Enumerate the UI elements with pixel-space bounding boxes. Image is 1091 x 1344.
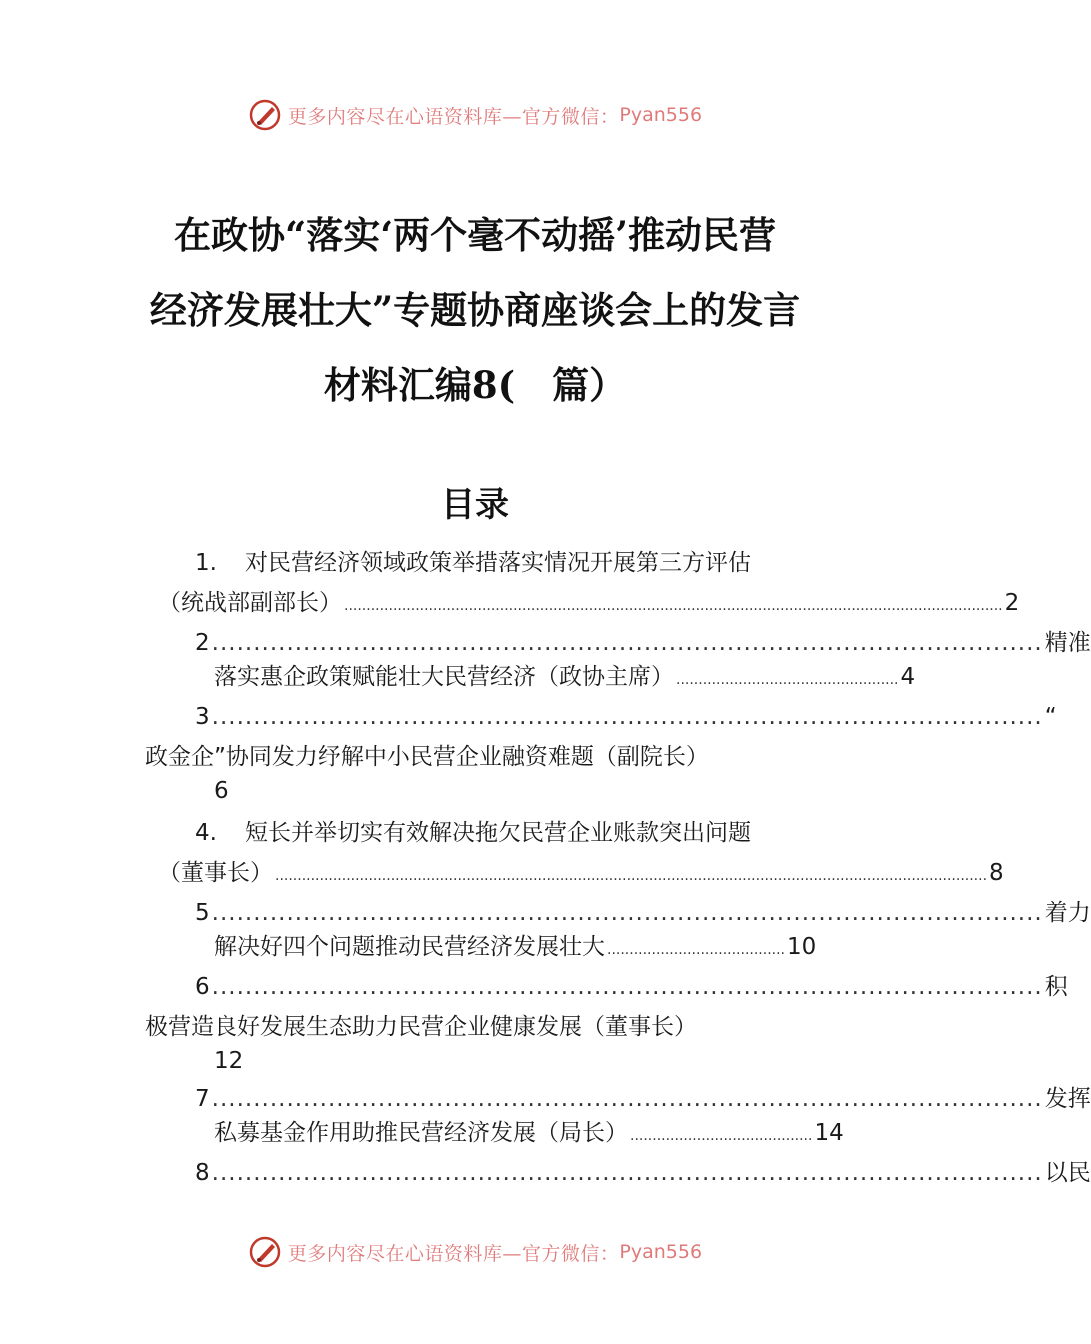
toc-entry-3-page[interactable]: [214, 774, 229, 808]
toc-entry-title: 极营造良好发展生态助力民营企业健康发展（董事长）: [145, 1014, 697, 1040]
banner-wechat-id: Pyan556: [619, 104, 703, 126]
toc-page-number: 12: [214, 1048, 244, 1074]
toc-page-number: 8: [989, 860, 1004, 886]
toc-page-number: 6: [214, 778, 229, 804]
toc-entry-title: 以民: [1044, 1160, 1091, 1186]
pen-logo-icon: [248, 1235, 282, 1269]
toc-page-number: 14: [814, 1120, 844, 1146]
toc-entry-title: 短长并举切实有效解决拖欠民营企业账款突出问题: [244, 820, 751, 846]
document-title-line-3: 材料汇编8( 篇）: [323, 363, 627, 407]
toc-entry-number: 3: [195, 704, 210, 730]
toc-entry-7-line-a[interactable]: [195, 1082, 1091, 1116]
toc-entry-5-line-a[interactable]: [195, 896, 1091, 930]
toc-leader-dots: ..................................................: [676, 672, 899, 688]
toc-leader-dots: ....................................................................................................: [211, 900, 1043, 926]
toc-entry-number: 2: [195, 630, 210, 656]
toc-leader-dots: ....................................................................................................: [211, 1086, 1043, 1112]
toc-leader-dots: ....................................................................................................: [211, 974, 1043, 1000]
document-title-line-2: 经济发展壮大”专题协商座谈会上的发言: [149, 288, 801, 332]
document-title-line-1: 在政协“落实‘两个毫不动摇’推动民营: [173, 213, 777, 257]
banner-text: 更多内容尽在心语资料库—官方微信：: [287, 105, 620, 128]
toc-entry-6-line-b[interactable]: [145, 1010, 697, 1044]
toc-entry-number: 8: [195, 1160, 210, 1186]
toc-entry-title: 积: [1044, 974, 1068, 1000]
toc-leader-dots: ................................................................................................................................................................: [275, 868, 988, 884]
toc-leader-dots: .........................................: [630, 1128, 813, 1144]
toc-page-number: 2: [1004, 590, 1020, 616]
header-banner: [0, 95, 950, 135]
toc-leader-dots: ....................................................................................................: [211, 630, 1043, 656]
toc-entry-number: 7: [195, 1086, 210, 1112]
toc-entry-title: （统战部副部长）: [158, 590, 342, 616]
toc-entry-title: 发挥: [1044, 1086, 1091, 1112]
toc-entry-title: 落实惠企政策赋能壮大民营经济（政协主席）: [214, 664, 674, 690]
toc-entry-title: （董事长）: [158, 860, 273, 886]
toc-entry-2-line-b[interactable]: [214, 660, 916, 697]
banner-wechat-id: Pyan556: [619, 1241, 703, 1263]
pen-logo-icon: [248, 98, 282, 132]
toc-entry-title: “: [1044, 704, 1057, 730]
toc-entry-number: 1.: [195, 550, 217, 576]
toc-page-number: 4: [900, 664, 916, 690]
footer-banner: [0, 1232, 950, 1272]
toc-entry-4-line-a[interactable]: [195, 816, 751, 850]
toc-entry-number: 4.: [195, 820, 217, 846]
toc-leader-dots: ........................................: [607, 942, 786, 958]
toc-entry-6-page[interactable]: [214, 1044, 243, 1078]
toc-leader-dots: ....................................................................................................: [211, 1160, 1043, 1186]
toc-entry-number: 5: [195, 900, 210, 926]
toc-heading: 目录: [441, 485, 509, 525]
toc-entry-title: 着力: [1044, 900, 1091, 926]
toc-entry-title: 精准: [1044, 630, 1091, 656]
toc-entry-8-line-a[interactable]: [195, 1156, 1091, 1190]
toc-leader-dots: ....................................................................................................................................................: [344, 598, 1003, 614]
toc-entry-7-line-b[interactable]: [214, 1116, 844, 1153]
toc-entry-number: 6: [195, 974, 210, 1000]
toc-entry-6-line-a[interactable]: [195, 970, 1068, 1004]
toc-leader-dots: ....................................................................................................: [211, 704, 1043, 730]
toc-entry-4-line-b[interactable]: [158, 856, 1004, 893]
toc-entry-1-line-a[interactable]: [195, 546, 751, 580]
toc-entry-1-line-b[interactable]: [158, 586, 1020, 623]
banner-text: 更多内容尽在心语资料库—官方微信：: [287, 1242, 620, 1265]
toc-page-number: 10: [787, 934, 817, 960]
toc-entry-title: 私募基金作用助推民营经济发展（局长）: [214, 1120, 628, 1146]
toc-entry-3-line-b[interactable]: [145, 740, 709, 774]
toc-entry-2-line-a[interactable]: [195, 626, 1091, 660]
toc-entry-title: 解决好四个问题推动民营经济发展壮大: [214, 934, 605, 960]
toc-entry-3-line-a[interactable]: [195, 700, 1057, 734]
toc-entry-title: 政金企”协同发力纾解中小民营企业融资难题（副院长）: [145, 744, 709, 770]
toc-entry-5-line-b[interactable]: [214, 930, 817, 967]
toc-entry-title: 对民营经济领域政策举措落实情况开展第三方评估: [244, 550, 751, 576]
